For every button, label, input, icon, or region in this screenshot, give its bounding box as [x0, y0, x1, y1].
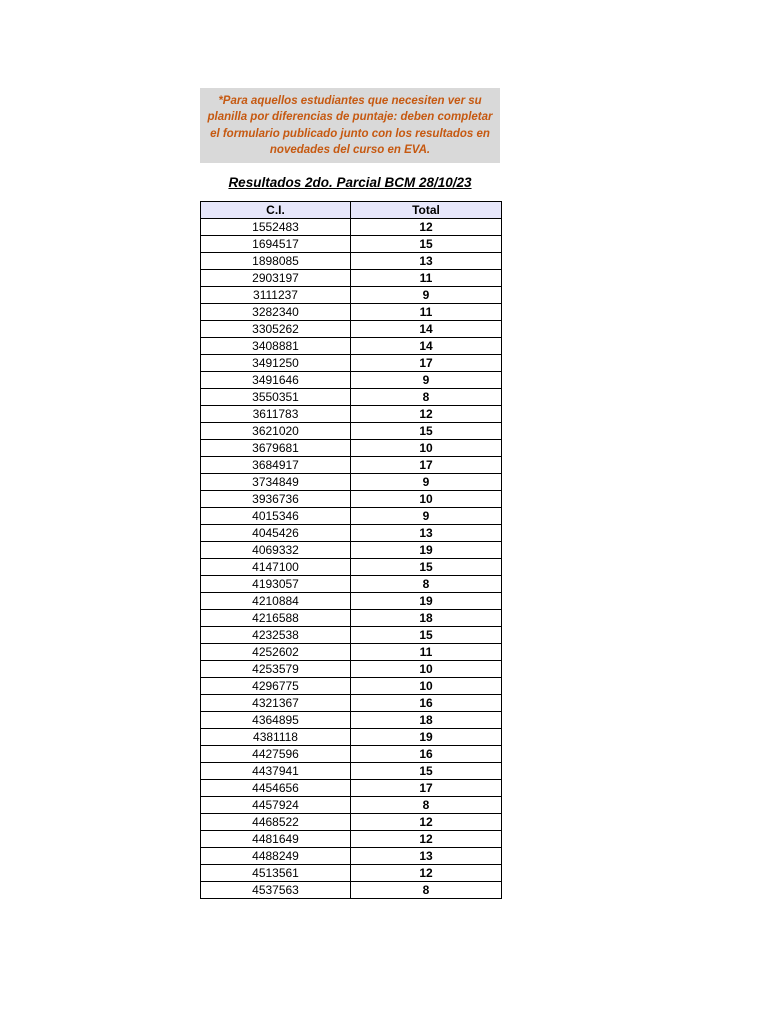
- table-row: [201, 644, 502, 661]
- cell-ci: 4147100: [201, 559, 351, 576]
- cell-total: 17: [351, 355, 502, 372]
- results-table: [200, 201, 502, 899]
- table-row: [201, 865, 502, 882]
- cell-ci: 4468522: [201, 814, 351, 831]
- cell-total: 19: [351, 729, 502, 746]
- cell-ci: 4253579: [201, 661, 351, 678]
- cell-ci: 4481649: [201, 831, 351, 848]
- cell-ci: 4210884: [201, 593, 351, 610]
- cell-total: 8: [351, 389, 502, 406]
- cell-ci: 3408881: [201, 338, 351, 355]
- table-row: [201, 338, 502, 355]
- table-row: [201, 729, 502, 746]
- table-row: [201, 474, 502, 491]
- cell-total: 10: [351, 440, 502, 457]
- table-row: [201, 831, 502, 848]
- table-row: [201, 440, 502, 457]
- cell-ci: 3111237: [201, 287, 351, 304]
- cell-ci: 4454656: [201, 780, 351, 797]
- notice-text: *Para aquellos estudiantes que necesiten ver su planilla por diferencias de puntaje: deben completar el formulario publicado junto con los resultados en novedades del curso en EVA.: [207, 94, 493, 156]
- cell-total: 13: [351, 253, 502, 270]
- cell-ci: 4232538: [201, 627, 351, 644]
- table-row: [201, 678, 502, 695]
- table-row: [201, 627, 502, 644]
- table-row: [201, 559, 502, 576]
- table-row: [201, 304, 502, 321]
- table-row: [201, 848, 502, 865]
- cell-ci: 4537563: [201, 882, 351, 899]
- cell-ci: 4427596: [201, 746, 351, 763]
- table-header-row: [201, 202, 502, 219]
- cell-ci: 3305262: [201, 321, 351, 338]
- cell-ci: 4045426: [201, 525, 351, 542]
- cell-ci: 3282340: [201, 304, 351, 321]
- cell-total: 17: [351, 457, 502, 474]
- cell-ci: 4216588: [201, 610, 351, 627]
- table-row: [201, 321, 502, 338]
- cell-ci: 3550351: [201, 389, 351, 406]
- cell-total: 16: [351, 695, 502, 712]
- cell-ci: 3491250: [201, 355, 351, 372]
- cell-total: 12: [351, 219, 502, 236]
- cell-total: 12: [351, 406, 502, 423]
- table-row: [201, 372, 502, 389]
- cell-total: 19: [351, 542, 502, 559]
- cell-ci: 4513561: [201, 865, 351, 882]
- cell-ci: 4069332: [201, 542, 351, 559]
- cell-ci: 4381118: [201, 729, 351, 746]
- table-row: [201, 712, 502, 729]
- table-row: [201, 219, 502, 236]
- cell-total: 11: [351, 304, 502, 321]
- cell-ci: 4457924: [201, 797, 351, 814]
- table-row: [201, 525, 502, 542]
- cell-total: 11: [351, 644, 502, 661]
- table-row: [201, 542, 502, 559]
- cell-total: 10: [351, 678, 502, 695]
- table-row: [201, 814, 502, 831]
- cell-total: 14: [351, 338, 502, 355]
- cell-ci: 4015346: [201, 508, 351, 525]
- cell-ci: 1552483: [201, 219, 351, 236]
- cell-total: 14: [351, 321, 502, 338]
- cell-total: 13: [351, 525, 502, 542]
- cell-total: 15: [351, 763, 502, 780]
- cell-ci: 3611783: [201, 406, 351, 423]
- table-row: [201, 253, 502, 270]
- page-title: Resultados 2do. Parcial BCM 28/10/23: [228, 175, 472, 190]
- cell-total: 12: [351, 814, 502, 831]
- table-row: [201, 882, 502, 899]
- cell-total: 10: [351, 661, 502, 678]
- cell-ci: 1898085: [201, 253, 351, 270]
- cell-total: 15: [351, 627, 502, 644]
- cell-ci: 4193057: [201, 576, 351, 593]
- cell-ci: 3679681: [201, 440, 351, 457]
- table-row: [201, 355, 502, 372]
- cell-total: 11: [351, 270, 502, 287]
- cell-total: 9: [351, 372, 502, 389]
- table-row: [201, 780, 502, 797]
- table-row: [201, 695, 502, 712]
- cell-total: 8: [351, 882, 502, 899]
- cell-ci: 3936736: [201, 491, 351, 508]
- cell-ci: 2903197: [201, 270, 351, 287]
- table-row: [201, 763, 502, 780]
- table-row: [201, 797, 502, 814]
- table-row: [201, 287, 502, 304]
- cell-total: 8: [351, 576, 502, 593]
- table-row: [201, 593, 502, 610]
- column-header-ci: C.I.: [201, 202, 351, 219]
- cell-total: 8: [351, 797, 502, 814]
- cell-ci: 4252602: [201, 644, 351, 661]
- cell-total: 17: [351, 780, 502, 797]
- cell-ci: 3684917: [201, 457, 351, 474]
- cell-total: 15: [351, 423, 502, 440]
- table-row: [201, 236, 502, 253]
- cell-ci: 1694517: [201, 236, 351, 253]
- column-header-total: Total: [351, 202, 502, 219]
- cell-total: 19: [351, 593, 502, 610]
- table-row: [201, 270, 502, 287]
- results-body: [201, 219, 502, 899]
- cell-total: 16: [351, 746, 502, 763]
- table-row: [201, 389, 502, 406]
- cell-ci: 3621020: [201, 423, 351, 440]
- cell-ci: 4364895: [201, 712, 351, 729]
- cell-total: 10: [351, 491, 502, 508]
- cell-total: 9: [351, 508, 502, 525]
- cell-total: 18: [351, 610, 502, 627]
- cell-total: 18: [351, 712, 502, 729]
- cell-total: 9: [351, 287, 502, 304]
- table-row: [201, 661, 502, 678]
- table-row: [201, 423, 502, 440]
- cell-ci: 4321367: [201, 695, 351, 712]
- cell-total: 15: [351, 236, 502, 253]
- notice-box: [200, 88, 500, 163]
- table-row: [201, 457, 502, 474]
- cell-total: 12: [351, 865, 502, 882]
- cell-ci: 4488249: [201, 848, 351, 865]
- cell-ci: 4437941: [201, 763, 351, 780]
- cell-total: 9: [351, 474, 502, 491]
- table-row: [201, 406, 502, 423]
- table-row: [201, 576, 502, 593]
- table-row: [201, 746, 502, 763]
- cell-ci: 3491646: [201, 372, 351, 389]
- cell-total: 15: [351, 559, 502, 576]
- cell-ci: 4296775: [201, 678, 351, 695]
- cell-ci: 3734849: [201, 474, 351, 491]
- cell-total: 13: [351, 848, 502, 865]
- cell-total: 12: [351, 831, 502, 848]
- table-row: [201, 508, 502, 525]
- table-row: [201, 610, 502, 627]
- table-row: [201, 491, 502, 508]
